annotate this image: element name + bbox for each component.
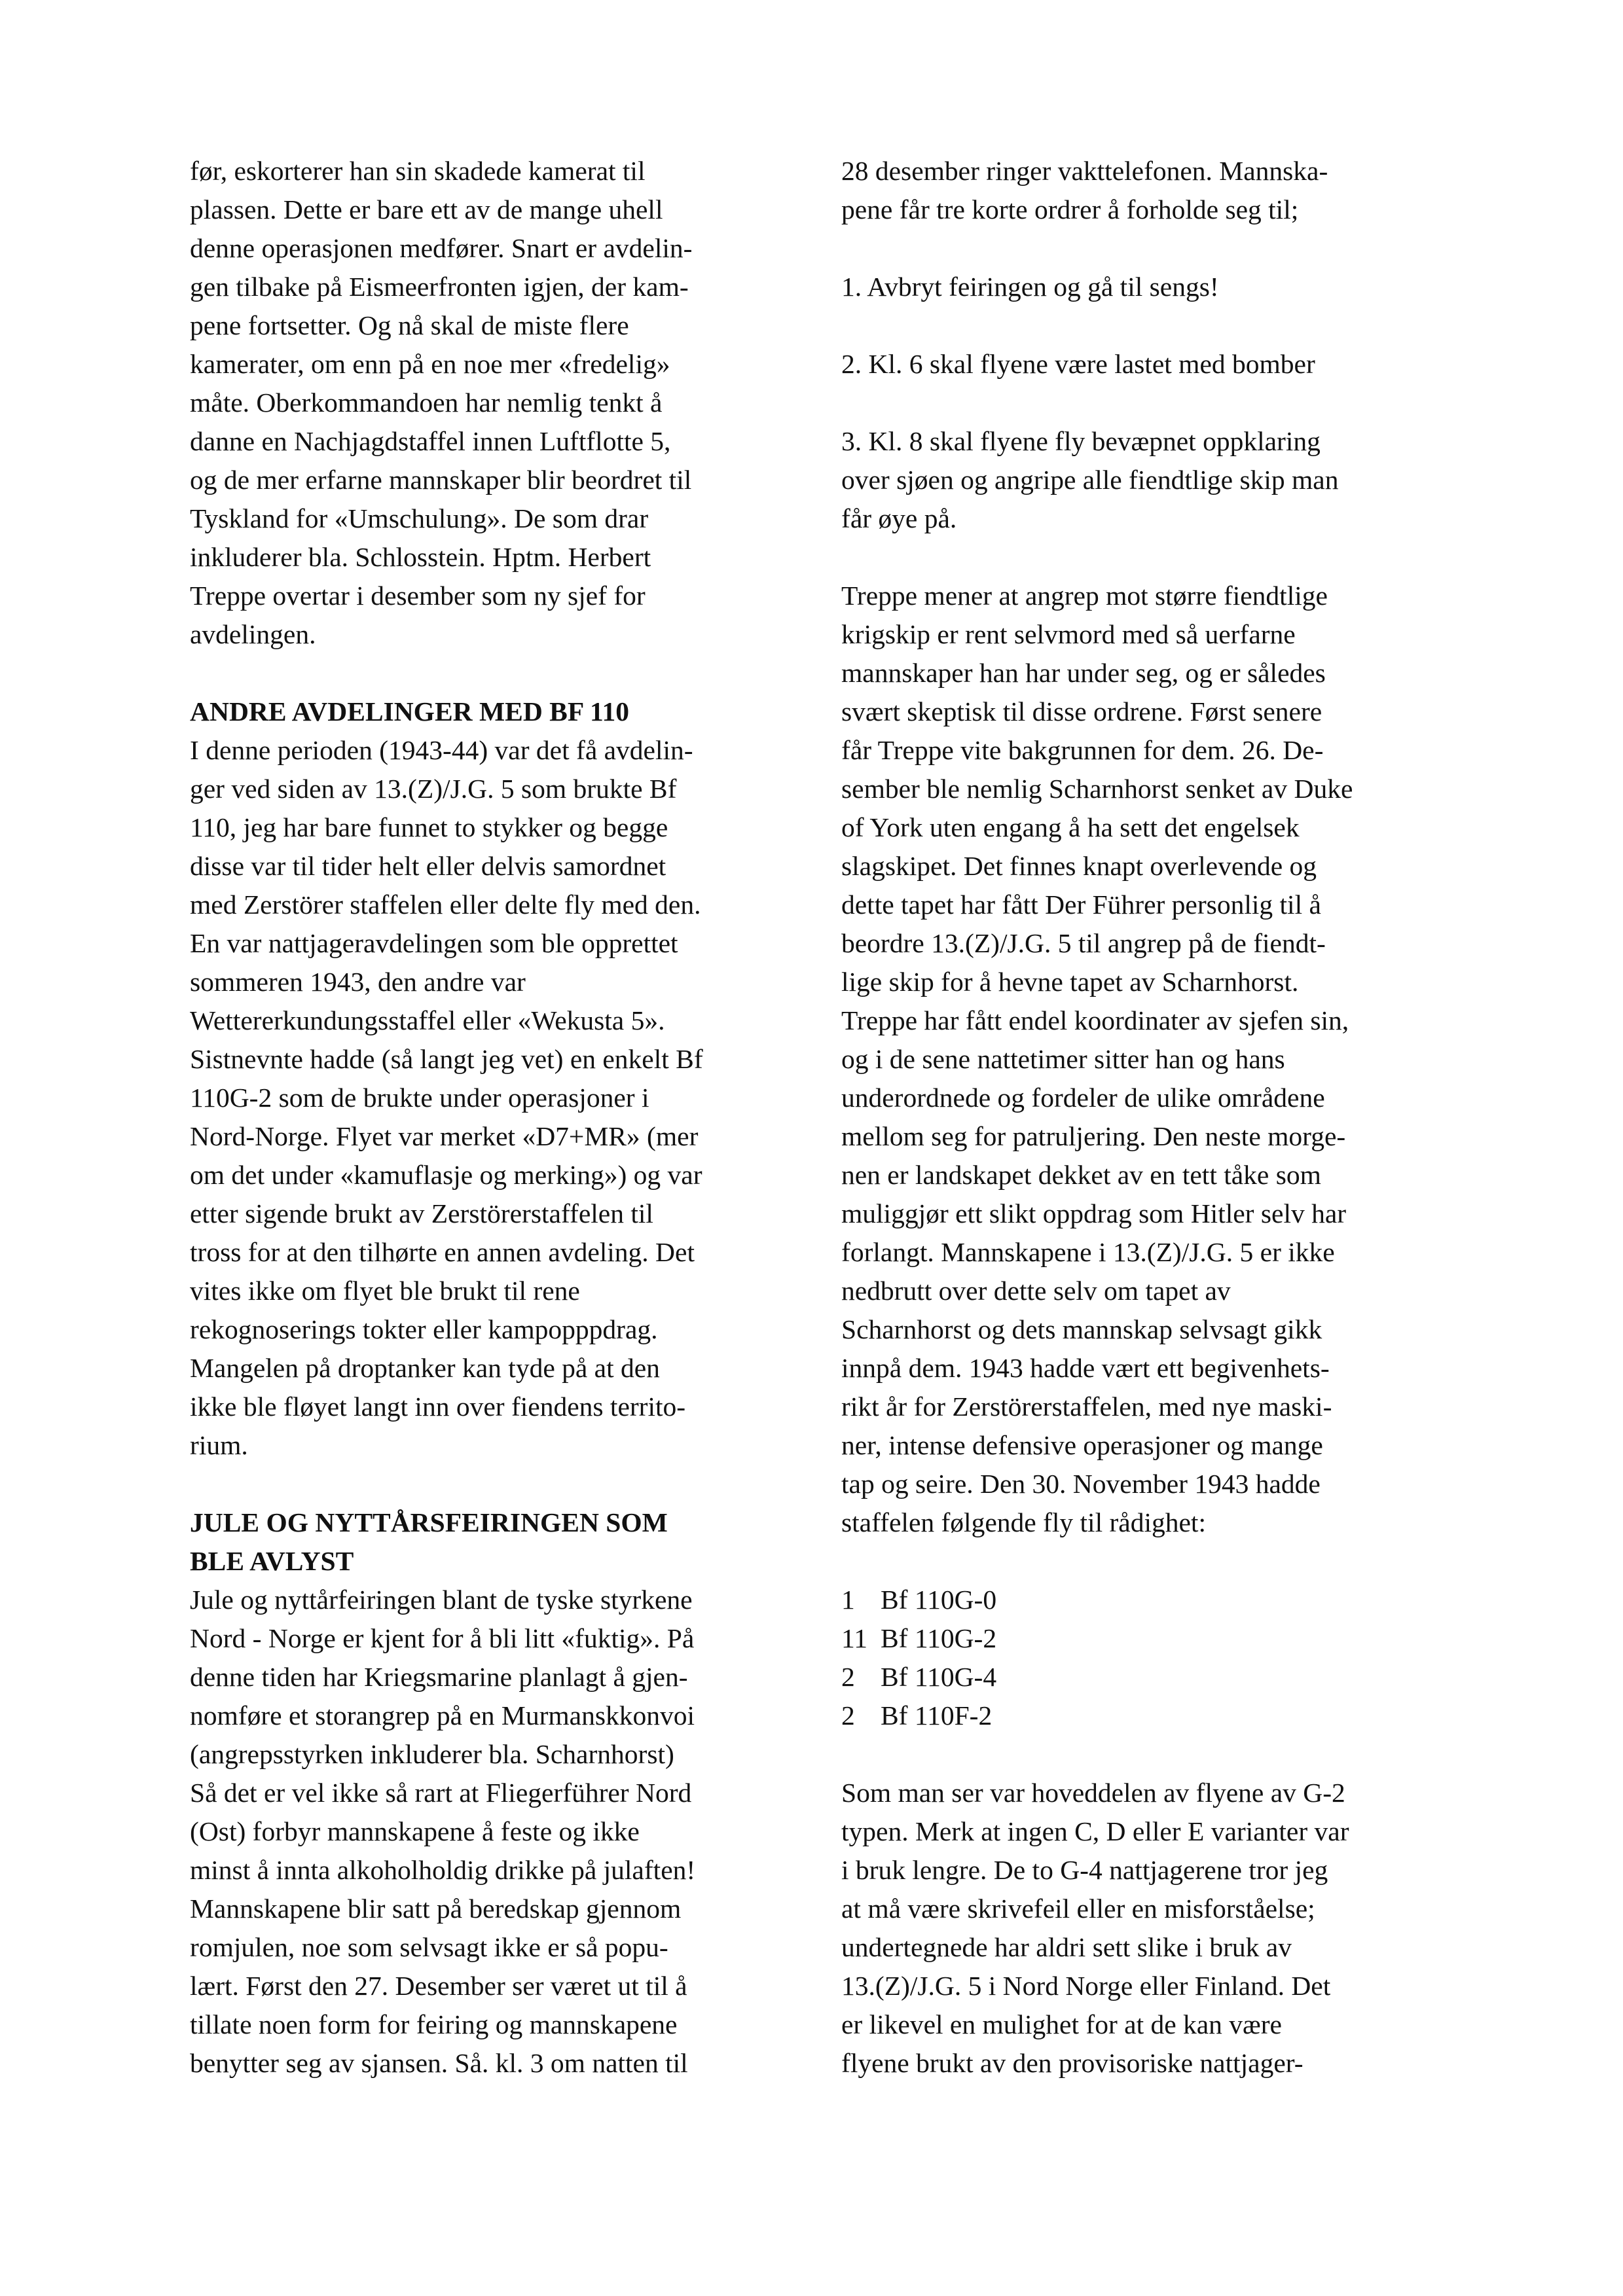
text-line: kamerater, om enn på en noe mer «fredelig» (190, 349, 670, 379)
aircraft-list (841, 1581, 1453, 1735)
text-line: over sjøen og angripe alle fiendtlige skip man (841, 465, 1339, 495)
text-line: Wettererkundungsstaffel eller «Wekusta 5». (190, 1005, 665, 1035)
text-line: at må være skrivefeil eller en misforståelse; (841, 1893, 1315, 1924)
text-line: tross for at den tilhørte en annen avdeling. Det (190, 1237, 695, 1267)
text-line: (angrepsstyrken inkluderer bla. Scharnhorst) (190, 1739, 674, 1769)
order-1: 1. Avbryt feiringen og gå til sengs! (841, 272, 1219, 302)
aircraft-row (841, 1658, 1453, 1696)
text-line: gen tilbake på Eismeerfronten igjen, der kam- (190, 272, 689, 302)
spacer (841, 1735, 1453, 1774)
aircraft-qty: 1 (841, 1585, 855, 1615)
text-line: pene fortsetter. Og nå skal de miste flere (190, 310, 629, 340)
text-line: om det under «kamuflasje og merking») og var (190, 1160, 702, 1190)
section-heading-other-units: ANDRE AVDELINGER MED BF 110 (190, 696, 630, 726)
spacer (841, 1542, 1453, 1581)
text-line: forlangt. Mannskapene i 13.(Z)/J.G. 5 er ikke (841, 1237, 1335, 1267)
text-line: mellom seg for patruljering. Den neste morge- (841, 1121, 1346, 1151)
text-line: rikt år for Zerstörerstaffelen, med nye maski- (841, 1391, 1332, 1422)
text-line: nomføre et storangrep på en Murmanskkonvoi (190, 1700, 695, 1731)
text-line: slagskipet. Det finnes knapt overlevende og (841, 851, 1317, 881)
order-2: 2. Kl. 6 skal flyene være lastet med bomber (841, 349, 1315, 379)
text-line: flyene brukt av den provisoriske nattjager- (841, 2048, 1304, 2078)
closing-paragraph (841, 1774, 1453, 2083)
text-line: rekognoserings tokter eller kampopppdrag. (190, 1314, 658, 1344)
aircraft-qty: 2 (841, 1662, 855, 1692)
text-line: får Treppe vite bakgrunnen for dem. 26. De- (841, 735, 1324, 765)
text-line: Mannskapene blir satt på beredskap gjennom (190, 1893, 682, 1924)
spacer (190, 1465, 802, 1503)
text-line: innpå dem. 1943 hadde vært ett begivenhets- (841, 1353, 1330, 1383)
text-line: Så det er vel ikke så rart at Fliegerführer Nord (190, 1778, 692, 1808)
text-line: og de mer erfarne mannskaper blir beordret til (190, 465, 692, 495)
text-line: undertegnede har aldri sett slike i bruk av (841, 1932, 1292, 1962)
right-column (841, 152, 1453, 2083)
section-heading-christmas-cont: BLE AVLYST (190, 1546, 354, 1576)
text-line: of York uten engang å ha sett det engelsek (841, 812, 1300, 842)
text-line: lige skip for å hevne tapet av Scharnhorst. (841, 967, 1299, 997)
text-line: tillate noen form for feiring og mannskapene (190, 2009, 678, 2039)
text-line: med Zerstörer staffelen eller delte fly med den. (190, 889, 701, 920)
text-line: 28 desember ringer vakttelefonen. Mannska- (841, 156, 1328, 186)
treppe-paragraph (841, 577, 1453, 1542)
text-line: minst å innta alkoholholdig drikke på julaften! (190, 1855, 696, 1885)
text-line: ner, intense defensive operasjoner og mange (841, 1430, 1323, 1460)
text-line: benytter seg av sjansen. Så. kl. 3 om natten til (190, 2048, 688, 2078)
text-line: beordre 13.(Z)/J.G. 5 til angrep på de fiendt- (841, 928, 1326, 958)
aircraft-row (841, 1581, 1453, 1619)
text-line: staffelen følgende fly til rådighet: (841, 1507, 1206, 1537)
text-line: er likevel en mulighet for at de kan være (841, 2009, 1282, 2039)
text-line: typen. Merk at ingen C, D eller E varianter var (841, 1816, 1349, 1846)
text-line: 110, jeg har bare funnet to stykker og begge (190, 812, 668, 842)
text-line: inkluderer bla. Schlosstein. Hptm. Herbert (190, 542, 651, 572)
aircraft-type: Bf 110G-2 (881, 1623, 997, 1653)
spacer (841, 229, 1453, 268)
text-line: mannskaper han har under seg, og er således (841, 658, 1326, 688)
text-line: Nord-Norge. Flyet var merket «D7+MR» (mer (190, 1121, 699, 1151)
spacer (190, 654, 802, 692)
text-line: Treppe overtar i desember som ny sjef for (190, 581, 646, 611)
aircraft-type: Bf 110G-0 (881, 1585, 997, 1615)
text-line: rium. (190, 1430, 248, 1460)
text-line: Nord - Norge er kjent for å bli litt «fuktig». På (190, 1623, 695, 1653)
text-line: muliggjør ett slikt oppdrag som Hitler selv har (841, 1198, 1347, 1229)
text-line: Sistnevnte hadde (så langt jeg vet) en enkelt Bf (190, 1044, 703, 1074)
text-line: og i de sene nattetimer sitter han og hans (841, 1044, 1285, 1074)
text-line: disse var til tider helt eller delvis samordnet (190, 851, 666, 881)
text-line: måte. Oberkommandoen har nemlig tenkt å (190, 387, 663, 418)
text-line: denne operasjonen medfører. Snart er avdelin- (190, 233, 693, 263)
text-line: ikke ble fløyet langt inn over fiendens territo- (190, 1391, 686, 1422)
aircraft-row (841, 1696, 1453, 1735)
aircraft-type: Bf 110F-2 (881, 1700, 993, 1731)
left-column (190, 152, 802, 2083)
text-line: ger ved siden av 13.(Z)/J.G. 5 som brukte Bf (190, 774, 677, 804)
text-line: romjulen, noe som selvsagt ikke er så popu- (190, 1932, 668, 1962)
text-line: i bruk lengre. De to G-4 nattjagerene tror jeg (841, 1855, 1328, 1885)
text-line: 110G-2 som de brukte under operasjoner i (190, 1083, 649, 1113)
text-line: krigskip er rent selvmord med så uerfarne (841, 619, 1296, 649)
text-line: danne en Nachjagdstaffel innen Luftflotte 5, (190, 426, 671, 456)
section-heading-christmas: JULE OG NYTTÅRSFEIRINGEN SOM (190, 1507, 668, 1537)
text-line: vites ikke om flyet ble brukt til rene (190, 1276, 580, 1306)
text-line: Tyskland for «Umschulung». De som drar (190, 503, 649, 533)
text-line: nen er landskapet dekket av en tett tåke som (841, 1160, 1321, 1190)
text-line: Treppe har fått endel koordinater av sjefen sin, (841, 1005, 1349, 1035)
text-line: pene får tre korte ordrer å forholde seg til; (841, 194, 1299, 224)
aircraft-type: Bf 110G-4 (881, 1662, 997, 1692)
text-line: avdelingen. (190, 619, 316, 649)
text-line: 3. Kl. 8 skal flyene fly bevæpnet oppklaring (841, 426, 1321, 456)
christmas-paragraph (190, 1581, 802, 2083)
text-line: får øye på. (841, 503, 957, 533)
text-line: sommeren 1943, den andre var (190, 967, 526, 997)
text-line: Jule og nyttårfeiringen blant de tyske styrkene (190, 1585, 693, 1615)
text-line: underordnede og fordeler de ulike områdene (841, 1083, 1325, 1113)
text-line: svært skeptisk til disse ordrene. Først senere (841, 696, 1322, 726)
aircraft-qty: 11 (841, 1623, 867, 1653)
text-line: Mangelen på droptanker kan tyde på at den (190, 1353, 660, 1383)
intro-paragraph (190, 152, 802, 654)
spacer (841, 306, 1453, 345)
text-line: nedbrutt over dette selv om tapet av (841, 1276, 1231, 1306)
text-line: I denne perioden (1943-44) var det få avdelin- (190, 735, 693, 765)
other-units-paragraph (190, 731, 802, 1465)
text-line: plassen. Dette er bare ett av de mange uhell (190, 194, 663, 224)
text-line: Som man ser var hoveddelen av flyene av G-2 (841, 1778, 1345, 1808)
text-line: sember ble nemlig Scharnhorst senket av Duke (841, 774, 1353, 804)
spacer (841, 538, 1453, 577)
text-line: 13.(Z)/J.G. 5 i Nord Norge eller Finland. Det (841, 1971, 1331, 2001)
order-3 (841, 422, 1453, 538)
text-line: tap og seire. Den 30. November 1943 hadde (841, 1469, 1321, 1499)
text-line: Scharnhorst og dets mannskap selvsagt gikk (841, 1314, 1322, 1344)
text-line: etter sigende brukt av Zerstörerstaffelen til (190, 1198, 653, 1229)
text-line: En var nattjageravdelingen som ble opprettet (190, 928, 678, 958)
text-line: (Ost) forbyr mannskapene å feste og ikke (190, 1816, 640, 1846)
aircraft-qty: 2 (841, 1700, 855, 1731)
text-line: lært. Først den 27. Desember ser været ut til å (190, 1971, 687, 2001)
text-line: denne tiden har Kriegsmarine planlagt å gjen- (190, 1662, 688, 1692)
aircraft-row (841, 1619, 1453, 1658)
phone-call-paragraph (841, 152, 1453, 229)
text-line: Treppe mener at angrep mot større fiendtlige (841, 581, 1328, 611)
text-line: dette tapet har fått Der Führer personlig til å (841, 889, 1321, 920)
text-line: før, eskorterer han sin skadede kamerat til (190, 156, 646, 186)
spacer (841, 384, 1453, 422)
